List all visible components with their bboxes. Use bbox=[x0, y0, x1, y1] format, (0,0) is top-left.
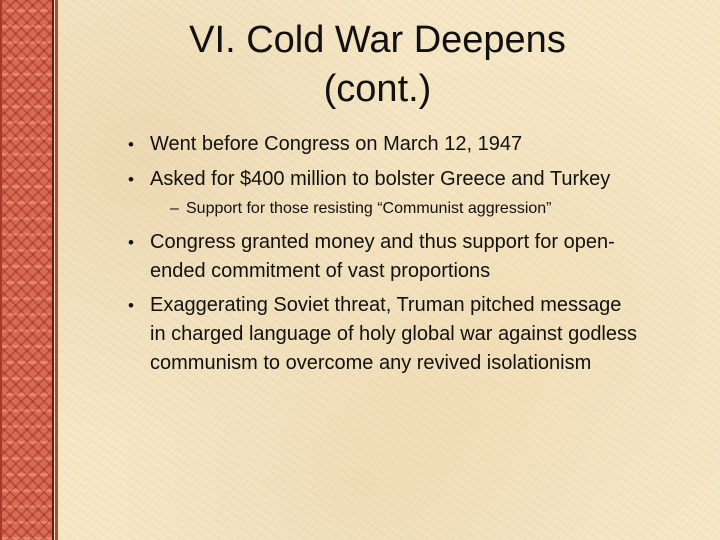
bullet-text: Exaggerating Soviet threat, Truman pitched message in charged language of holy global war against godless communism to overcome any revived isolationism bbox=[150, 294, 638, 374]
bullet-item bbox=[128, 130, 688, 159]
bullet-marker: • bbox=[128, 135, 134, 154]
bullet-item bbox=[128, 291, 688, 378]
bullet-item bbox=[128, 228, 688, 286]
bullet-marker: • bbox=[128, 170, 134, 189]
bullet-item bbox=[128, 165, 688, 194]
bullet-text: Congress granted money and thus support for open- ended commitment of vast proportions bbox=[150, 231, 615, 282]
sub-bullet-text: Support for those resisting “Communist aggression” bbox=[186, 200, 552, 217]
bullet-marker: • bbox=[128, 296, 134, 315]
slide-title-line-2: (cont.) bbox=[323, 68, 432, 110]
bullet-marker: • bbox=[128, 233, 134, 252]
sub-bullet-marker: – bbox=[170, 200, 179, 217]
slide-title-line-1: VI. Cold War Deepens bbox=[189, 19, 566, 61]
bullet-text: Went before Congress on March 12, 1947 bbox=[150, 133, 523, 155]
sub-bullet-item bbox=[170, 198, 670, 220]
bullet-text: Asked for $400 million to bolster Greece and Turkey bbox=[150, 168, 611, 190]
